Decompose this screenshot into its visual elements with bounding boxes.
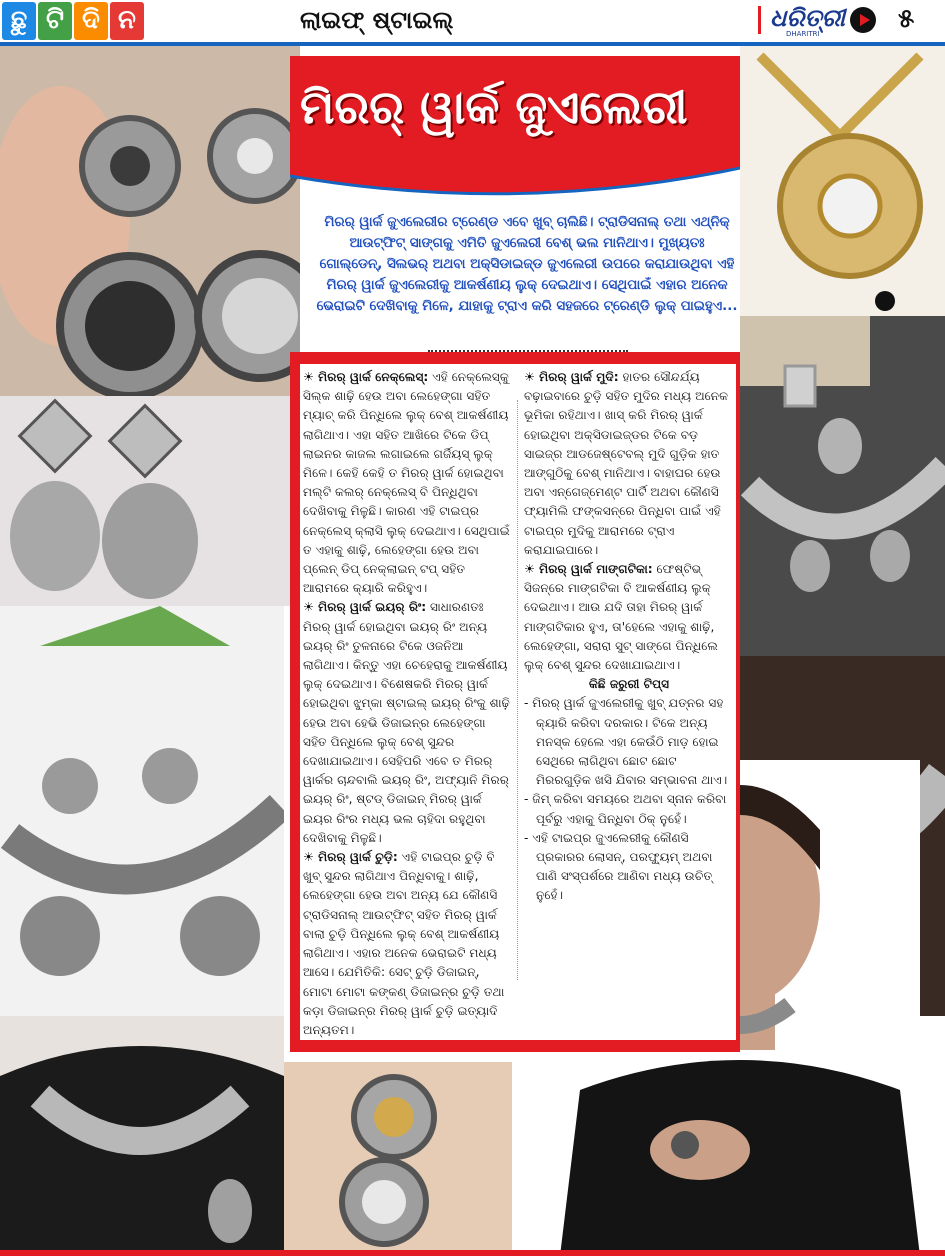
paragraph-necklace [303,368,511,598]
brand-divider [758,6,761,34]
masthead-tile-2: ଟି [38,2,72,40]
subhead-earring: ☀ ମିରର୍ ୱାର୍କ ଇୟର୍ ରିଂ: [303,600,427,615]
tip-item: - ମିରର୍ ୱାର୍କ ଜୁଏଲେରୀକୁ ଖୁବ୍ ଯତ୍ନର ସହ କ୍ୟାରି କରିବା ଦରକାର। ଟିକେ ଅନ୍ୟ ମନସ୍କ ହେଲେ ଏହା କେଉଁଠି ମାଡ଼ ହୋଇ ସେଥିରେ ଲାଗିଥିବା ଛୋଟ ଛୋଟ ମିରରଗୁଡ଼ିକ ଖସି ଯିବାର ସମ୍ଭାବନା ଥାଏ। [524,696,728,788]
footer-rule [0,1250,945,1256]
photo-necklace-set [0,606,284,1016]
paragraph-bangle [303,848,511,1040]
photo-maangtikka [740,46,945,316]
photo-jhumka-earrings [0,396,300,606]
tips-heading: କିଛି ଜରୁରୀ ଟିପ୍ସ [588,677,670,692]
text-ring: ହାତର ସୌନ୍ଦର୍ଯ୍ୟ ବଢ଼ାଇବାରେ ଚୁଡ଼ି ସହିତ ମୁଦିର ମଧ୍ୟ ଅନେକ ଭୂମିକା ରହିଥାଏ। ଖାସ୍ କରି ମିରର୍ ୱାର୍କ ହୋଇଥିବା ଅକ୍ସିଡାଇଜ୍ଡର ଟିକେ ବଡ଼ ସାଇଜ୍‌ର ଆଡଜେଷ୍ଟେବଲ୍ ମୁଦି ଗୁଡ଼ିକ ହାତ ଆଙ୍ଗୁଠିକୁ ବେଶ୍ ମାନିଥାଏ। ବାହାଘର ହେଉ ଅବା ଏନ୍‌ଗେଜ୍‌ମେଣ୍ଟ ପାର୍ଟି ଅଥବା କୌଣସି ଫ୍ୟାମିଲି ଫଙ୍କସନ୍‌ରେ ପିନ୍ଧିବା ପାଇଁ ଏହି ଟାଇପ୍‌ର ମୁଦିକୁ ଆରାମରେ ଟ୍ରାଏ କରାଯାଇପାରେ। [524,370,729,557]
article-column-2 [524,368,734,906]
tip-item: - ଏହି ଟାଇପ୍‌ର ଜୁଏଲେରୀକୁ କୌଣସି ପ୍ରକାରର ଲୋସନ୍, ପରଫ୍ୟୁମ୍ ଅଥବା ପାଣି ସଂସ୍ପର୍ଶରେ ଆଣିବା ମଧ୍ୟ ଉଚିତ୍ ନୁହେଁ। [524,830,713,903]
dotted-separator [428,350,628,352]
subhead-necklace: ☀ ମିରର୍ ୱାର୍କ ନେକ୍‌ଲେସ୍: [303,370,429,384]
subhead-bangle: ☀ ମିରର୍ ୱାର୍କ ଚୁଡ଼ି: [303,850,398,865]
article-headline: ମିରର୍ ୱାର୍କ ଜୁଏଲେରୀ [300,80,688,134]
photo-mirror-earrings [0,46,300,396]
paragraph-maangtikka [524,560,734,675]
article-column-1 [303,368,511,1040]
page-header [0,0,945,42]
subhead-ring: ☀ ମିରର୍ ୱାର୍କ ମୁଦି: [524,370,619,384]
masthead-tile-3: ଦି [74,2,108,40]
photo-mirror-rings [284,1062,512,1256]
text-bangle: ଏହି ଟାଇପ୍‌ର ଚୁଡ଼ି ବି ଖୁବ୍ ସୁନ୍ଦର ଲାଗିଥାଏ ପିନ୍ଧିବାକୁ। ଶାଢ଼ି, ଲେହେଙ୍ଗା ହେଉ ଅବା ଅନ୍ୟ ଯେ କୌଣସି ଟ୍ରାଡିସନାଲ୍ ଆଉଟ୍‌ଫିଟ୍ ସହିତ ମିରର୍ ୱାର୍କ ବାଲା ଚୁଡ଼ି ପିନ୍ଧିଲେ ଲୁକ୍ ବେଶ୍ ଆକର୍ଷଣୀୟ ଲାଗିଥାଏ। ଏହାର ଅନେକ ଭେରାଇଟି ମଧ୍ୟ ଆସେ। ଯେମିତିକି: ସେଟ୍ ଚୁଡ଼ି ଡିଜାଇନ୍, ମୋଟା ମୋଟା କଙ୍କଣ୍ ଡିଜାଇନ୍‌ର ଚୁଡ଼ି ତଥା କଡ଼ା ଡିଜାଇନ୍‌ର ମିରର୍ ୱାର୍କ ଚୁଡ଼ି ଇତ୍ୟାଦି ଅନ୍ୟତମ। [303,850,505,1037]
masthead-tile-1: ଛୁ [2,2,36,40]
page-number: ୫ [898,4,915,34]
photo-choker-set [740,316,945,656]
subhead-maangtikka: ☀ ମିରର୍ ୱାର୍କ ମାଙ୍ଗଟିକା: [524,562,653,577]
brand-logo: ଧରିତ୍ରୀ [770,4,845,32]
play-icon [850,7,876,33]
tip-item: - ଜିମ୍ କରିବା ସମୟରେ ଅଥବା ସ୍ନାନ କରିବା ପୂର୍ବରୁ ଏହାକୁ ପିନ୍ଧିବା ଠିକ୍ ନୁହେଁ। [524,792,727,826]
text-necklace: ଏହି ନେକ୍‌ଲେସ୍‌କୁ ସିଲ୍କ ଶାଢ଼ି ହେଉ ଅବା ଲେହେଙ୍ଗା ସହିତ ମ୍ୟାଚ୍ କରି ପିନ୍ଧିଲେ ଲୁକ୍ ବେଶ୍ ଆକର୍ଷଣୀୟ ଲାଗିଥାଏ। ଏହା ସହିତ ଆଖିରେ ଟିକେ ଡିପ୍ ଲାଇନର କାଜଲ ଲଗାଇଲେ ଗର୍ଜିୟସ୍ ଲୁକ୍ ମିଳେ। କେହି କେହି ତ ମିରର୍ ୱାର୍କ ହୋଇଥିବା ମଲ୍ଟି କଲର୍ ନେକ୍‌ଲେସ୍ ବି ପିନ୍ଧିଥିବା ଦେଖିବାକୁ ମିଳୁଛି। କାରଣ ଏହି ଟାଇପ୍‌ର ନେକ୍‌ଲେସ୍ କ୍ଲାସି ଲୁକ୍ ଦେଇଥାଏ। ସେଥିପାଇଁ ତ ଏହାକୁ ଶାଢ଼ି, ଲେହେଙ୍ଗା ହେଉ ଅବା ପ୍ଲେନ୍ ଡିପ୍ ନେକ୍‌ଲାଇନ୍ ଟପ୍ ସହିତ ଆରାମରେ କ୍ୟାରି କରିହୁଏ। [303,370,510,596]
paragraph-ring [524,368,734,560]
brand-subtitle: DHARITRI [786,30,820,38]
section-title: ଲାଇଫ୍ ଷ୍ଟାଇଲ୍ [300,6,454,34]
paragraph-earring [303,598,511,848]
article-intro: ମିରର୍ ୱାର୍କ ଜୁଏଲେରୀର ଟ୍ରେଣ୍ଡ ଏବେ ଖୁବ୍ ଚାଲିଛି। ଟ୍ରାଡିସନାଲ୍ ତଥା ଏଥ୍ନିକ୍ ଆଉଟ୍‌ଫିଟ୍ ସାଙ୍ଗକୁ ଏମିତି ଜୁଏଲେରୀ ବେଶ୍ ଭଲ ମାନିଥାଏ। ମୁଖ୍ୟତଃ ଗୋଲ୍ଡେନ୍, ସିଲଭର୍ ଅଥବା ଅକ୍ସିଡାଇଜ୍ଡ ଜୁଏଲେରୀ ଉପରେ କରାଯାଉଥିବା ଏହି ମିରର୍ ୱାର୍କ ଜୁଏଲେରୀକୁ ଆକର୍ଷଣୀୟ ଲୁକ୍ ଦେଇଥାଏ। ସେଥିପାଇଁ ଏହାର ଅନେକ ଭେରାଇଟି ଦେଖିବାକୁ ମିଳେ, ଯାହାକୁ ଟ୍ରାଏ କରି ସହଜରେ ଟ୍ରେଣ୍ଡି ଲୁକ୍ ପାଇହୁଏ... [316,215,738,314]
column-divider [517,400,518,980]
photo-model-necklace [0,1016,284,1256]
text-earring: ସାଧାରଣତଃ ମିରର୍ ୱାର୍କ ହୋଇଥିବା ଇୟର୍ ରିଂ ଅନ୍ୟ ଇୟର୍ ରିଂ ତୁଳନାରେ ଟିକେ ଓଜନିଆ ଲାଗିଥାଏ। କିନ୍ତୁ ଏହା ଚେହେରାକୁ ଆକର୍ଷଣୀୟ ଲୁକ୍ ଦେଇଥାଏ। ବିଶେଷକରି ମିରର୍ ୱାର୍କ ହୋଇଥିବା ଝୁମ୍‌କା ଷ୍ଟାଇଲ୍ ଇୟର୍ ରିଂକୁ ଶାଢ଼ି ହେଉ ଅବା ହେଭି ଡିଜାଇନ୍‌ର ଲେହେଙ୍ଗା ସହିତ ପିନ୍ଧିଲେ ଲୁକ୍ ବେଶ୍ ସୁନ୍ଦର ଦେଖାଯାଇଥାଏ। ସେହିପରି ଏବେ ତ ମିରର୍ ୱାର୍କର ଚାନ୍ଦବାଲି ଇୟର୍ ରିଂ, ଅଫ୍ୟାନି ମିରର୍ ଇୟର୍ ରିଂ, ଷ୍ଟଡ୍ ଡିଜାଇନ୍ ମିରର୍ ୱାର୍କ ଇୟର ରିଂର ମଧ୍ୟ ଭଲ ଚାହିଦା ରହୁଥିବା ଦେଖିବାକୁ ମିଳୁଛି। [303,600,510,845]
text-maangtikka: ଫେଷ୍ଟିଭ୍ ସିଜନ୍‌ରେ ମାଙ୍ଗଟିକା ବି ଆକର୍ଷଣୀୟ ଲୁକ୍ ଦେଇଥାଏ। ଆଉ ଯଦି ତାହା ମିରର୍ ୱାର୍କ ମାଙ୍ଗଟିକାର ହୁଏ, ତା'ହେଲେ ଏହାକୁ ଶାଢ଼ି, ଲେହେଙ୍ଗା, ସରାରା ସୁଟ୍ ସାଙ୍ଗେ ପିନ୍ଧିଲେ ଲୁକ୍ ବେଶ୍ ସୁନ୍ଦର ଦେଖାଯାଇଥାଏ। [524,562,718,673]
masthead-tile-4: ନ [110,2,144,40]
